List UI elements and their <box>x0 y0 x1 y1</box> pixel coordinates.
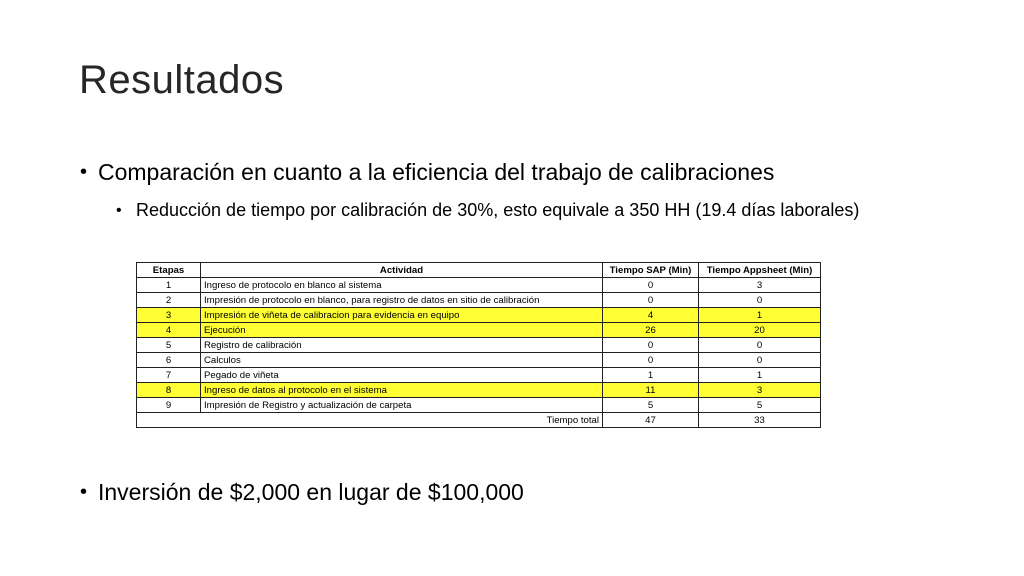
table-row <box>137 278 821 293</box>
cell-etapa: 8 <box>137 383 201 398</box>
cell-sap: 5 <box>603 398 699 413</box>
cell-actividad: Pegado de viñeta <box>201 368 603 383</box>
cell-appsheet: 3 <box>699 383 821 398</box>
cell-etapa: 3 <box>137 308 201 323</box>
bullet-efficiency <box>80 158 774 186</box>
cell-actividad: Impresión de viñeta de calibracion para evidencia en equipo <box>201 308 603 323</box>
bullet-dot-icon: • <box>80 481 88 503</box>
cell-actividad: Ingreso de protocolo en blanco al sistema <box>201 278 603 293</box>
table-row <box>137 398 821 413</box>
cell-appsheet: 3 <box>699 278 821 293</box>
cell-actividad: Registro de calibración <box>201 338 603 353</box>
cell-sap: 0 <box>603 278 699 293</box>
cell-appsheet: 1 <box>699 368 821 383</box>
cell-appsheet: 0 <box>699 338 821 353</box>
table-header-row <box>137 263 821 278</box>
table-row <box>137 338 821 353</box>
bullet-dot-icon: • <box>116 202 122 219</box>
cell-etapa: 9 <box>137 398 201 413</box>
total-label: Tiempo total <box>137 413 603 428</box>
table-row-highlighted <box>137 323 821 338</box>
bullet-text: Comparación en cuanto a la eficiencia del trabajo de calibraciones <box>98 159 775 185</box>
table-row <box>137 368 821 383</box>
cell-etapa: 1 <box>137 278 201 293</box>
cell-sap: 11 <box>603 383 699 398</box>
total-sap: 47 <box>603 413 699 428</box>
table-row <box>137 353 821 368</box>
cell-actividad: Impresión de protocolo en blanco, para registro de datos en sitio de calibración <box>201 293 603 308</box>
bullet-investment <box>80 478 524 506</box>
table-row <box>137 293 821 308</box>
header-tiempo-appsheet: Tiempo Appsheet (Min) <box>699 263 821 278</box>
cell-actividad: Impresión de Registro y actualización de carpeta <box>201 398 603 413</box>
bullet-text: Inversión de $2,000 en lugar de $100,000 <box>98 479 524 505</box>
cell-appsheet: 20 <box>699 323 821 338</box>
cell-etapa: 7 <box>137 368 201 383</box>
bullet-dot-icon: • <box>80 161 88 183</box>
header-actividad: Actividad <box>201 263 603 278</box>
header-tiempo-sap: Tiempo SAP (Min) <box>603 263 699 278</box>
cell-actividad: Ejecución <box>201 323 603 338</box>
cell-actividad: Ingreso de datos al protocolo en el sistema <box>201 383 603 398</box>
header-etapas: Etapas <box>137 263 201 278</box>
total-appsheet: 33 <box>699 413 821 428</box>
cell-sap: 0 <box>603 338 699 353</box>
sub-bullet-text: Reducción de tiempo por calibración de 30%, esto equivale a 350 HH (19.4 días laborales) <box>136 200 860 220</box>
cell-sap: 26 <box>603 323 699 338</box>
table-row-highlighted <box>137 383 821 398</box>
table-total-row <box>137 413 821 428</box>
comparison-table <box>136 262 821 428</box>
sub-bullet-time-reduction <box>116 198 946 223</box>
cell-sap: 1 <box>603 368 699 383</box>
table-row-highlighted <box>137 308 821 323</box>
cell-sap: 4 <box>603 308 699 323</box>
cell-appsheet: 0 <box>699 353 821 368</box>
cell-appsheet: 1 <box>699 308 821 323</box>
cell-etapa: 5 <box>137 338 201 353</box>
slide-title: Resultados <box>79 58 285 102</box>
cell-sap: 0 <box>603 293 699 308</box>
cell-sap: 0 <box>603 353 699 368</box>
cell-appsheet: 5 <box>699 398 821 413</box>
cell-actividad: Calculos <box>201 353 603 368</box>
cell-etapa: 4 <box>137 323 201 338</box>
cell-etapa: 2 <box>137 293 201 308</box>
cell-appsheet: 0 <box>699 293 821 308</box>
cell-etapa: 6 <box>137 353 201 368</box>
